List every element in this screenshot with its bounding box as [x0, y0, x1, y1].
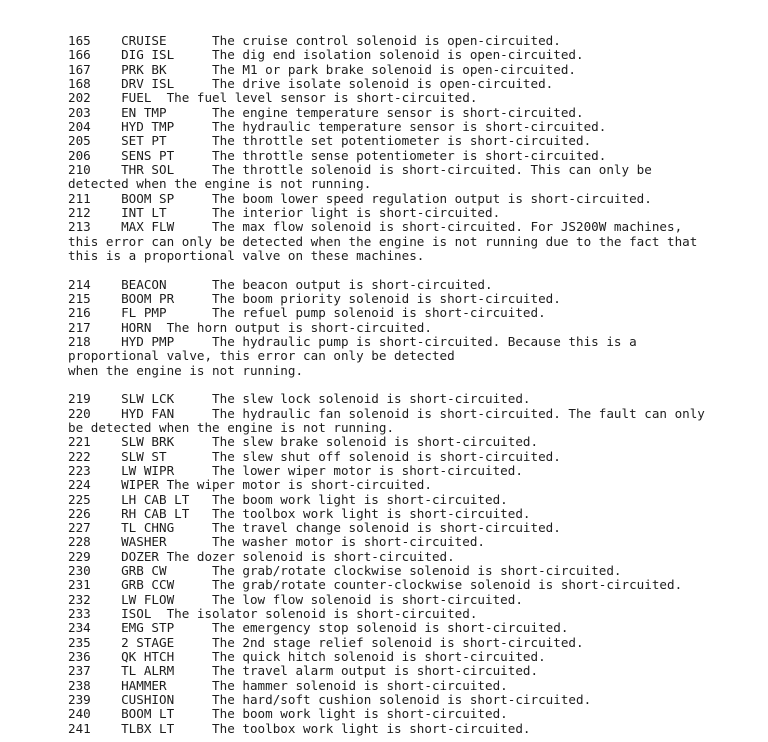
fault-code-line: 215 BOOM PR The boom priority solenoid is short-circuited.: [68, 290, 561, 306]
fault-code-line: this error can only be detected when the engine is not running due to the fact that: [68, 233, 698, 249]
fault-code-line: 165 CRUISE The cruise control solenoid is open-circuited.: [68, 33, 561, 48]
fault-code-line: this is a proportional valve on these machines.: [68, 247, 425, 263]
fault-code-line: 214 BEACON The beacon output is short-circuited.: [68, 276, 493, 292]
fault-code-line: when the engine is not running.: [68, 362, 304, 378]
fault-code-line: 231 GRB CCW The grab/rotate counter-clockwise solenoid is short-circuited.: [68, 577, 683, 593]
fault-code-line: 233 ISOL The isolator solenoid is short-circuited.: [68, 606, 478, 622]
fault-code-line: detected when the engine is not running.: [68, 176, 372, 192]
fault-code-line: 205 SET PT The throttle set potentiometer is short-circuited.: [68, 133, 592, 149]
fault-code-line: 222 SLW ST The slew shut off solenoid is short-circuited.: [68, 448, 561, 464]
fault-code-line: 230 GRB CW The grab/rotate clockwise solenoid is short-circuited.: [68, 563, 622, 579]
fault-code-line: 206 SENS PT The throttle sense potentiometer is short-circuited.: [68, 147, 607, 163]
fault-code-line: 202 FUEL The fuel level sensor is short-circuited.: [68, 90, 478, 106]
fault-code-line: 211 BOOM SP The boom lower speed regulation output is short-circuited.: [68, 190, 652, 206]
fault-code-line: 212 INT LT The interior light is short-circuited.: [68, 204, 501, 220]
fault-code-line: 166 DIG ISL The dig end isolation solenoid is open-circuited.: [68, 47, 584, 63]
fault-code-line: 226 RH CAB LT The toolbox work light is short-circuited.: [68, 505, 531, 521]
fault-code-line: 225 LH CAB LT The boom work light is short-circuited.: [68, 491, 508, 507]
fault-code-line: 228 WASHER The washer motor is short-circuited.: [68, 534, 486, 550]
spacer-line: [68, 378, 760, 392]
fault-code-line: 229 DOZER The dozer solenoid is short-circuited.: [68, 548, 455, 564]
fault-code-line: 218 HYD PMP The hydraulic pump is short-circuited. Because this is a: [68, 333, 637, 349]
fault-code-line: 204 HYD TMP The hydraulic temperature sensor is short-circuited.: [68, 118, 607, 134]
fault-code-line: 203 EN TMP The engine temperature sensor is short-circuited.: [68, 104, 584, 120]
fault-code-line: 232 LW FLOW The low flow solenoid is short-circuited.: [68, 591, 523, 607]
fault-code-line: be detected when the engine is not running.: [68, 419, 395, 435]
fault-code-line: 217 HORN The horn output is short-circuited.: [68, 319, 432, 335]
fault-code-line: 210 THR SOL The throttle solenoid is short-circuited. This can only be: [68, 161, 652, 177]
spacer-line: [68, 263, 760, 277]
fault-code-line: 241 TLBX LT The toolbox work light is short-circuited.: [68, 720, 531, 736]
fault-code-line: proportional valve, this error can only be detected: [68, 348, 455, 364]
fault-code-line: 221 SLW BRK The slew brake solenoid is short-circuited.: [68, 434, 539, 450]
fault-code-line: 213 MAX FLW The max flow solenoid is short-circuited. For JS200W machines,: [68, 219, 683, 235]
fault-code-line: 168 DRV ISL The drive isolate solenoid is open-circuited.: [68, 75, 554, 91]
fault-code-listing: [68, 34, 760, 736]
fault-code-line: 237 TL ALRM The travel alarm output is short-circuited.: [68, 663, 539, 679]
fault-code-line: 224 WIPER The wiper motor is short-circuited.: [68, 477, 432, 493]
fault-code-line: 238 HAMMER The hammer solenoid is short-circuited.: [68, 677, 508, 693]
fault-code-line: 216 FL PMP The refuel pump solenoid is short-circuited.: [68, 305, 546, 321]
fault-code-line: 219 SLW LCK The slew lock solenoid is short-circuited.: [68, 391, 531, 407]
fault-code-line: 240 BOOM LT The boom work light is short-circuited.: [68, 706, 508, 722]
fault-code-line: 236 QK HTCH The quick hitch solenoid is short-circuited.: [68, 649, 546, 665]
fault-code-line: 239 CUSHION The hard/soft cushion solenoid is short-circuited.: [68, 692, 592, 708]
fault-code-line: 223 LW WIPR The lower wiper motor is short-circuited.: [68, 462, 523, 478]
fault-code-line: 167 PRK BK The M1 or park brake solenoid is open-circuited.: [68, 61, 576, 77]
fault-code-line: 235 2 STAGE The 2nd stage relief solenoid is short-circuited.: [68, 634, 584, 650]
fault-code-line: 220 HYD FAN The hydraulic fan solenoid is short-circuited. The fault can only: [68, 405, 705, 421]
fault-code-line: 234 EMG STP The emergency stop solenoid is short-circuited.: [68, 620, 569, 636]
fault-code-line: 227 TL CHNG The travel change solenoid is short-circuited.: [68, 520, 561, 536]
